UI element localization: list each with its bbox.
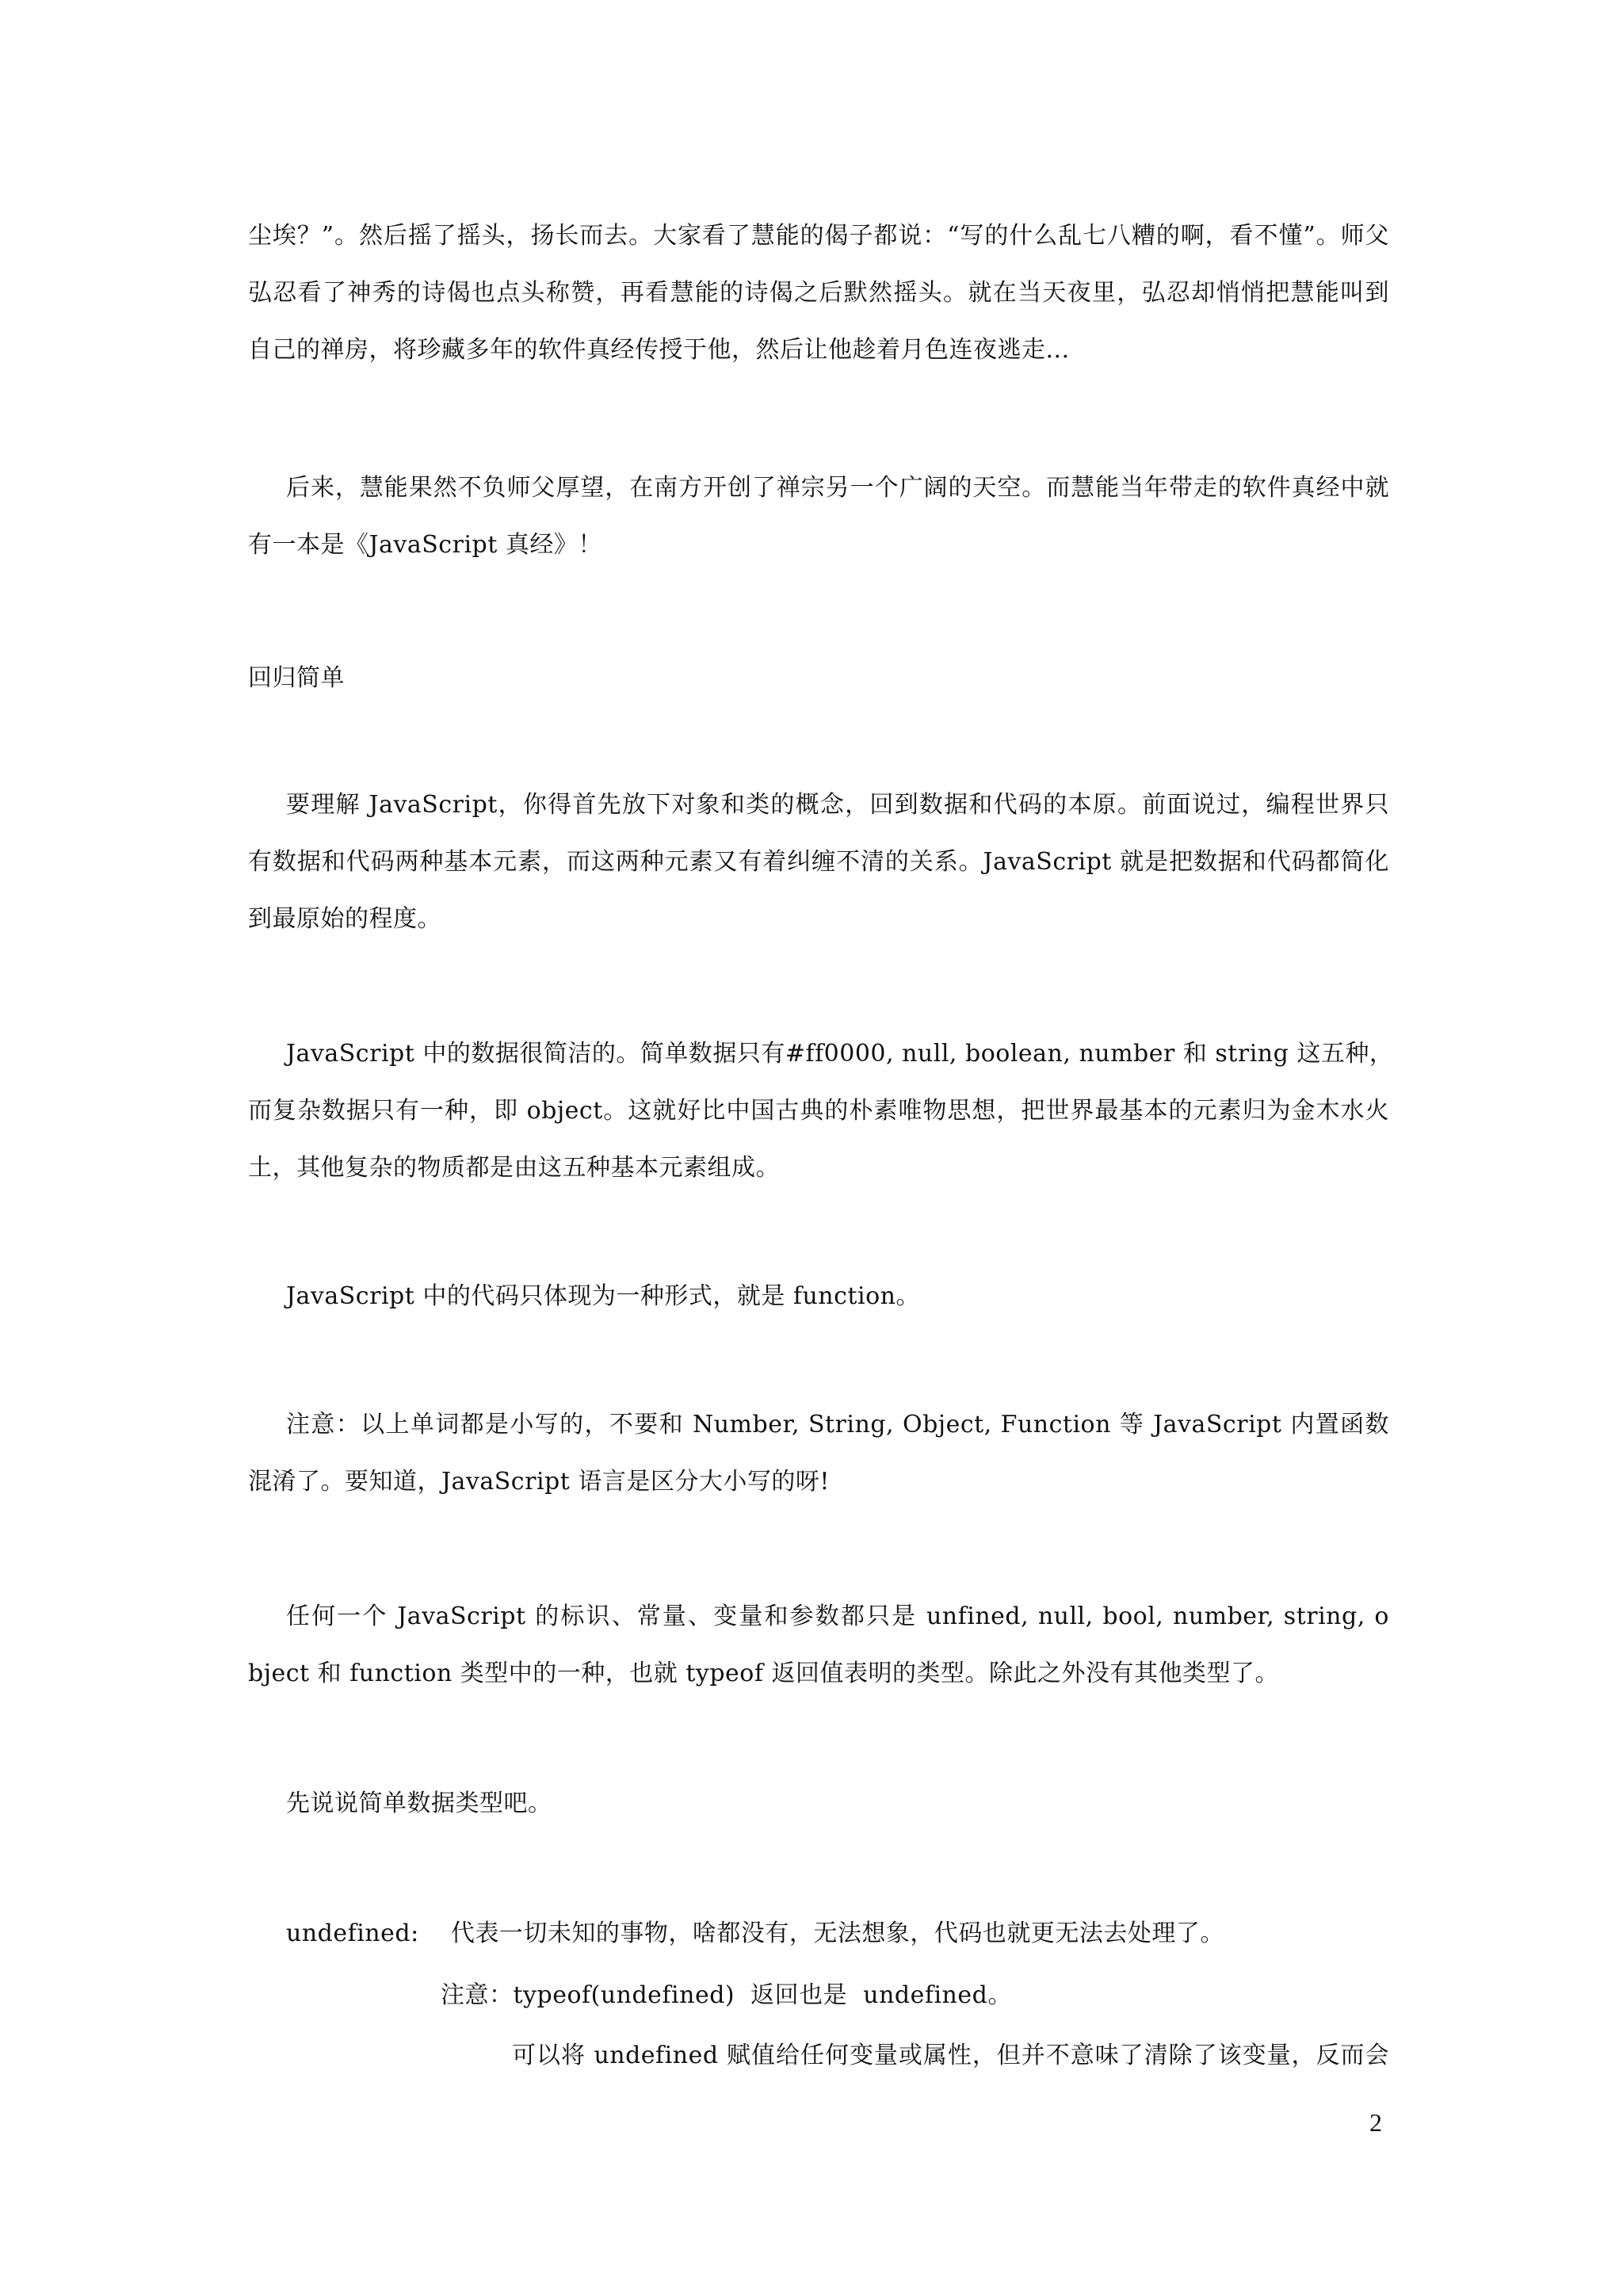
paragraph-line: 后来，慧能果然不负师父厚望，在南方开创了禅宗另一个广阔的天空。而慧能当年带走的软件真经中就 bbox=[286, 474, 1389, 502]
paragraph-line: 任何一个 JavaScript 的标识、常量、变量和参数都只是 unfined, null, bool, number, string, o bbox=[286, 1603, 1389, 1630]
paragraph-line: 弘忍看了神秀的诗偈也点头称赞，再看慧能的诗偈之后默然摇头。就在当天夜里，弘忍却悄悄把慧能叫到 bbox=[248, 279, 1389, 307]
page-number: 2 bbox=[1369, 2108, 1382, 2137]
paragraph-line: 自己的禅房，将珍藏多年的软件真经传授于他，然后让他趁着月色连夜逃走... bbox=[248, 336, 1070, 364]
paragraph-line: 到最原始的程度。 bbox=[248, 905, 441, 933]
paragraph-line: 尘埃？”。然后摇了摇头，扬长而去。大家看了慧能的偈子都说：“写的什么乱七八糟的啊，看不懂”。师父 bbox=[248, 222, 1389, 250]
paragraph-line: 混淆了。要知道，JavaScript 语言是区分大小写的呀! bbox=[248, 1468, 830, 1496]
note-line: 可以将 undefined 赋值给任何变量或属性，但并不意味了清除了该变量，反而会 bbox=[512, 2042, 1389, 2069]
paragraph-line: bject 和 function 类型中的一种，也就 typeof 返回值表明的类型。除此之外没有其他类型了。 bbox=[248, 1660, 1280, 1687]
paragraph-line: 土，其他复杂的物质都是由这五种基本元素组成。 bbox=[248, 1154, 780, 1182]
section-heading: 回归简单 bbox=[248, 664, 345, 692]
paragraph-line: 注意：以上单词都是小写的，不要和 Number, String, Object, Function 等 JavaScript 内置函数 bbox=[286, 1411, 1389, 1438]
paragraph-line: 有数据和代码两种基本元素，而这两种元素又有着纠缠不清的关系。JavaScript 就是把数据和代码都简化 bbox=[248, 848, 1389, 876]
paragraph-line: JavaScript 中的代码只体现为一种形式，就是 function。 bbox=[286, 1282, 920, 1310]
paragraph-line: 而复杂数据只有一种，即 object。这就好比中国古典的朴素唯物思想，把世界最基本的元素归为金木水火 bbox=[248, 1097, 1389, 1125]
paragraph-line: JavaScript 中的数据很简洁的。简单数据只有#ff0000, null, boolean, number 和 string 这五种， bbox=[286, 1040, 1394, 1068]
note-line: 注意：typeof(undefined) 返回也是 undefined。 bbox=[441, 1981, 1012, 2009]
paragraph-line: 有一本是《JavaScript 真经》！ bbox=[248, 531, 602, 559]
paragraph-line: 先说说简单数据类型吧。 bbox=[286, 1790, 552, 1817]
definition-line: undefined: 代表一切未知的事物，啥都没有，无法想象，代码也就更无法去处理了。 bbox=[286, 1920, 1224, 1947]
paragraph-line: 要理解 JavaScript，你得首先放下对象和类的概念，回到数据和代码的本原。前面说过，编程世界只 bbox=[286, 791, 1389, 819]
